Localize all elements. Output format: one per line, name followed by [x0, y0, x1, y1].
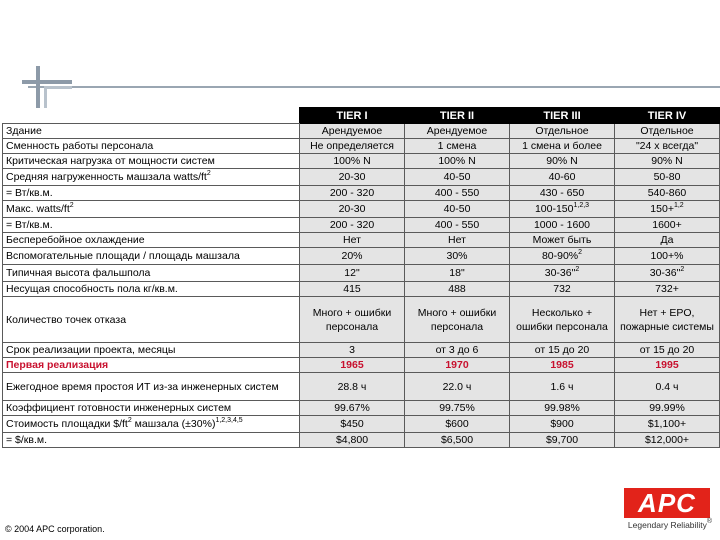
tier-value: Может быть [532, 234, 592, 246]
tier-value-cell [300, 358, 405, 373]
row-label [3, 218, 300, 233]
row-label [3, 416, 300, 433]
tier-value: $600 [445, 418, 469, 430]
tier-value: 150+ [650, 203, 674, 215]
tier-value: Отдельное [640, 125, 694, 137]
tier-header: TIER II [405, 108, 510, 124]
tier-value-cell [615, 297, 720, 343]
value-superscript: 1,2,3 [573, 202, 590, 209]
table-row [3, 154, 720, 169]
tier-value-cell [300, 154, 405, 169]
header-divider-line [28, 86, 720, 88]
tier-comparison-table [2, 107, 720, 448]
tier-value: 20% [341, 250, 363, 262]
row-label-text: Первая реализация [6, 359, 109, 371]
tier-value: "24 x всегда" [635, 140, 699, 152]
tier-value: 3 [349, 344, 355, 356]
apc-logo [622, 488, 710, 534]
tier-value: $900 [550, 418, 574, 430]
row-label-text: = Вт/кв.м. [6, 187, 53, 199]
tier-value-cell [405, 124, 510, 139]
header-blank-cell [3, 108, 300, 124]
tier-value-cell [300, 169, 405, 186]
tier-value-cell [615, 416, 720, 433]
tier-value-cell [615, 139, 720, 154]
row-label [3, 186, 300, 201]
tier-value: 732+ [655, 283, 679, 295]
tier-value-cell [300, 201, 405, 218]
row-label [3, 233, 300, 248]
tier-value-cell [510, 401, 615, 416]
copyright-text: © 2004 APC corporation. [5, 524, 105, 534]
tier-value: 40-60 [548, 171, 576, 183]
tier-value: 100% N [438, 155, 476, 167]
row-label [3, 139, 300, 154]
tier-value: Много + ошибки персонала [417, 306, 497, 333]
value-superscript: 2 [575, 266, 580, 273]
table-row [3, 124, 720, 139]
tier-value: 90% N [651, 155, 683, 167]
tier-value: $6,500 [440, 434, 474, 446]
table-row [3, 186, 720, 201]
tier-value-cell [405, 186, 510, 201]
table-row [3, 201, 720, 218]
row-label-text: Типичная высота фальшпола [6, 267, 151, 279]
tier-value-cell [405, 169, 510, 186]
tier-value-cell [615, 265, 720, 282]
table-row [3, 416, 720, 433]
tier-value: 22.0 ч [442, 380, 472, 393]
tier-value-cell [405, 343, 510, 358]
tier-value-cell [300, 139, 405, 154]
tier-value: 1 смена [437, 140, 477, 152]
tier-value-cell [615, 186, 720, 201]
tier-value: $9,700 [545, 434, 579, 446]
tier-value: 1600+ [652, 219, 682, 231]
tier-value: 20-30 [338, 203, 366, 215]
label-superscript: 2 [206, 170, 211, 177]
row-label [3, 433, 300, 448]
tier-value: 488 [448, 283, 466, 295]
tier-value-cell [300, 124, 405, 139]
tier-header: TIER I [300, 108, 405, 124]
tier-value-cell [615, 433, 720, 448]
tier-value: 80-90% [541, 250, 579, 262]
row-label-text: Ежегодное время простоя ИТ из-за инженерных систем [6, 380, 279, 393]
tier-value-cell [405, 139, 510, 154]
tier-value-cell [510, 343, 615, 358]
tier-value: от 15 до 20 [534, 344, 590, 356]
row-label [3, 358, 300, 373]
tier-value: 30-36" [649, 267, 681, 279]
row-label [3, 343, 300, 358]
tier-value: 200 - 320 [329, 187, 375, 199]
tier-value-cell [405, 248, 510, 265]
row-label-text: Макс. watts/ft [6, 203, 70, 215]
tier-value-cell [615, 169, 720, 186]
tier-value: $1,100+ [647, 418, 687, 430]
tier-value: $450 [340, 418, 364, 430]
tier-value: 99.75% [439, 402, 475, 414]
table-row [3, 233, 720, 248]
tier-header: TIER III [510, 108, 615, 124]
tier-value-cell [615, 248, 720, 265]
row-label-text: Здание [6, 125, 42, 137]
tier-value: Не определяется [310, 140, 394, 152]
tier-value-cell [615, 358, 720, 373]
row-label-text: Стоимость площадки $/ft [6, 418, 128, 430]
tier-value-cell [510, 201, 615, 218]
tier-value: $12,000+ [644, 434, 690, 446]
tier-value-cell [510, 433, 615, 448]
tier-value: 99.99% [649, 402, 685, 414]
value-superscript: 1,2 [673, 202, 684, 209]
tier-value-cell [510, 282, 615, 297]
tier-value: 400 - 550 [434, 187, 480, 199]
table-row [3, 401, 720, 416]
tier-value: 100-150 [534, 203, 574, 215]
table-row [3, 297, 720, 343]
row-label [3, 265, 300, 282]
tier-value-cell [615, 233, 720, 248]
row-label [3, 282, 300, 297]
tier-value-cell [300, 233, 405, 248]
row-label [3, 248, 300, 265]
tier-value-cell [405, 154, 510, 169]
row-label [3, 201, 300, 218]
tier-value: 1 смена и более [522, 140, 602, 152]
tier-value-cell [405, 297, 510, 343]
table-row [3, 343, 720, 358]
tier-value-cell [300, 297, 405, 343]
row-label-suffix: машзала (±30%) [131, 418, 216, 430]
tier-value: Да [660, 234, 674, 246]
label-superscript: 2 [127, 417, 132, 424]
table-row [3, 139, 720, 154]
tier-value: 30-36" [544, 267, 576, 279]
row-label-text: Сменность работы персонала [6, 140, 154, 152]
tier-value-cell [510, 186, 615, 201]
tier-value: 1970 [445, 359, 469, 371]
tier-value: 12" [344, 267, 360, 279]
tier-value: 20-30 [338, 171, 366, 183]
tier-value-cell [405, 358, 510, 373]
tier-value: Много + ошибки персонала [312, 306, 392, 333]
table-header-row [3, 108, 720, 124]
tier-value: 30% [446, 250, 468, 262]
value-superscript: 2 [680, 266, 685, 273]
corner-ornament-icon [22, 66, 72, 112]
tier-value-cell [405, 401, 510, 416]
tier-value: Арендуемое [321, 125, 383, 137]
tier-value-cell [615, 401, 720, 416]
table-row [3, 265, 720, 282]
tier-value-cell [510, 233, 615, 248]
tier-value: 200 - 320 [329, 219, 375, 231]
row-label-text: Срок реализации проекта, месяцы [6, 344, 176, 356]
label-superscript: 2 [69, 202, 74, 209]
tier-value-cell [405, 416, 510, 433]
tier-value-cell [300, 416, 405, 433]
tier-value: 1995 [655, 359, 679, 371]
tier-value-cell [300, 401, 405, 416]
tier-value: 40-50 [443, 203, 471, 215]
tier-value: 540-860 [647, 187, 687, 199]
tier-value-cell [510, 265, 615, 282]
tier-value-cell [300, 282, 405, 297]
tier-value-cell [615, 218, 720, 233]
value-superscript: 2 [578, 249, 583, 256]
tier-value-cell [300, 186, 405, 201]
row-label-text: Количество точек отказа [6, 313, 127, 326]
tier-value: Нет + EPO, пожарные системы [620, 306, 714, 333]
tier-value: Несколько + ошибки персонала [516, 306, 608, 333]
tier-value: от 3 до 6 [435, 344, 479, 356]
row-label-text: Средняя нагруженность машзала watts/ft [6, 171, 207, 183]
tier-value-cell [615, 201, 720, 218]
tier-value-cell [405, 233, 510, 248]
tier-value-cell [300, 433, 405, 448]
row-label-text: Коэффициент готовности инженерных систем [6, 402, 232, 414]
tier-value-cell [300, 248, 405, 265]
tier-value-cell [615, 124, 720, 139]
row-label-text: Вспомогательные площади / площадь машзала [6, 250, 240, 262]
tier-value: Отдельное [535, 125, 589, 137]
tier-value-cell [615, 154, 720, 169]
table-row [3, 373, 720, 401]
tier-value-cell [405, 201, 510, 218]
logo-tagline: Legendary Reliability® [627, 518, 712, 530]
tier-value: 90% N [546, 155, 578, 167]
tier-value-cell [615, 343, 720, 358]
tier-value: 99.98% [544, 402, 580, 414]
tier-value-cell [510, 297, 615, 343]
tier-value-cell [300, 265, 405, 282]
tier-value: $4,800 [335, 434, 369, 446]
tier-value: 100+% [650, 250, 684, 262]
apc-brand-mark: APC [624, 488, 710, 518]
tier-value-cell [405, 265, 510, 282]
row-label [3, 373, 300, 401]
tier-value-cell [510, 139, 615, 154]
tier-value-cell [510, 154, 615, 169]
tier-value-cell [405, 373, 510, 401]
tier-value-cell [510, 416, 615, 433]
row-label-text: = $/кв.м. [6, 434, 48, 446]
tier-value-cell [510, 358, 615, 373]
tier-value: 28.8 ч [337, 380, 367, 393]
tier-value-cell [300, 218, 405, 233]
tier-value-cell [405, 282, 510, 297]
tier-value: Нет [448, 234, 466, 246]
tier-value: 400 - 550 [434, 219, 480, 231]
row-label [3, 297, 300, 343]
row-label [3, 169, 300, 186]
tier-value: от 15 до 20 [639, 344, 695, 356]
tier-value-cell [300, 343, 405, 358]
row-label-text: Несущая способность пола кг/кв.м. [6, 283, 178, 295]
row-label [3, 124, 300, 139]
tier-value: 18" [449, 267, 465, 279]
tier-value-cell [510, 169, 615, 186]
tier-value: 0.4 ч [655, 380, 679, 393]
row-label [3, 154, 300, 169]
table-row [3, 218, 720, 233]
tier-value: 100% N [333, 155, 371, 167]
table-row [3, 433, 720, 448]
table-row [3, 282, 720, 297]
table-row [3, 248, 720, 265]
tier-value: 99.67% [334, 402, 370, 414]
tier-value: 430 - 650 [539, 187, 585, 199]
tier-value: Арендуемое [426, 125, 488, 137]
tier-value-cell [300, 373, 405, 401]
tier-value: 1965 [340, 359, 364, 371]
tier-header: TIER IV [615, 108, 720, 124]
row-label-text: Бесперебойное охлаждение [6, 234, 145, 246]
tier-value-cell [510, 248, 615, 265]
tier-value-cell [510, 124, 615, 139]
tier-value: 415 [343, 283, 361, 295]
table-row [3, 358, 720, 373]
tier-value: 40-50 [443, 171, 471, 183]
tier-value: Нет [343, 234, 361, 246]
table-row [3, 169, 720, 186]
label-superscript: 1,2,3,4,5 [215, 417, 243, 424]
tier-value-cell [510, 218, 615, 233]
tier-value: 732 [553, 283, 571, 295]
row-label-text: Критическая нагрузка от мощности систем [6, 155, 215, 167]
row-label-text: = Вт/кв.м. [6, 219, 53, 231]
tier-value: 1000 - 1600 [533, 219, 591, 231]
tier-value-cell [615, 282, 720, 297]
tier-value: 50-80 [653, 171, 681, 183]
tier-value: 1.6 ч [550, 380, 574, 393]
row-label [3, 401, 300, 416]
tier-value-cell [510, 373, 615, 401]
tier-value-cell [405, 218, 510, 233]
tier-value-cell [405, 433, 510, 448]
tier-value: 1985 [550, 359, 574, 371]
tier-value-cell [615, 373, 720, 401]
